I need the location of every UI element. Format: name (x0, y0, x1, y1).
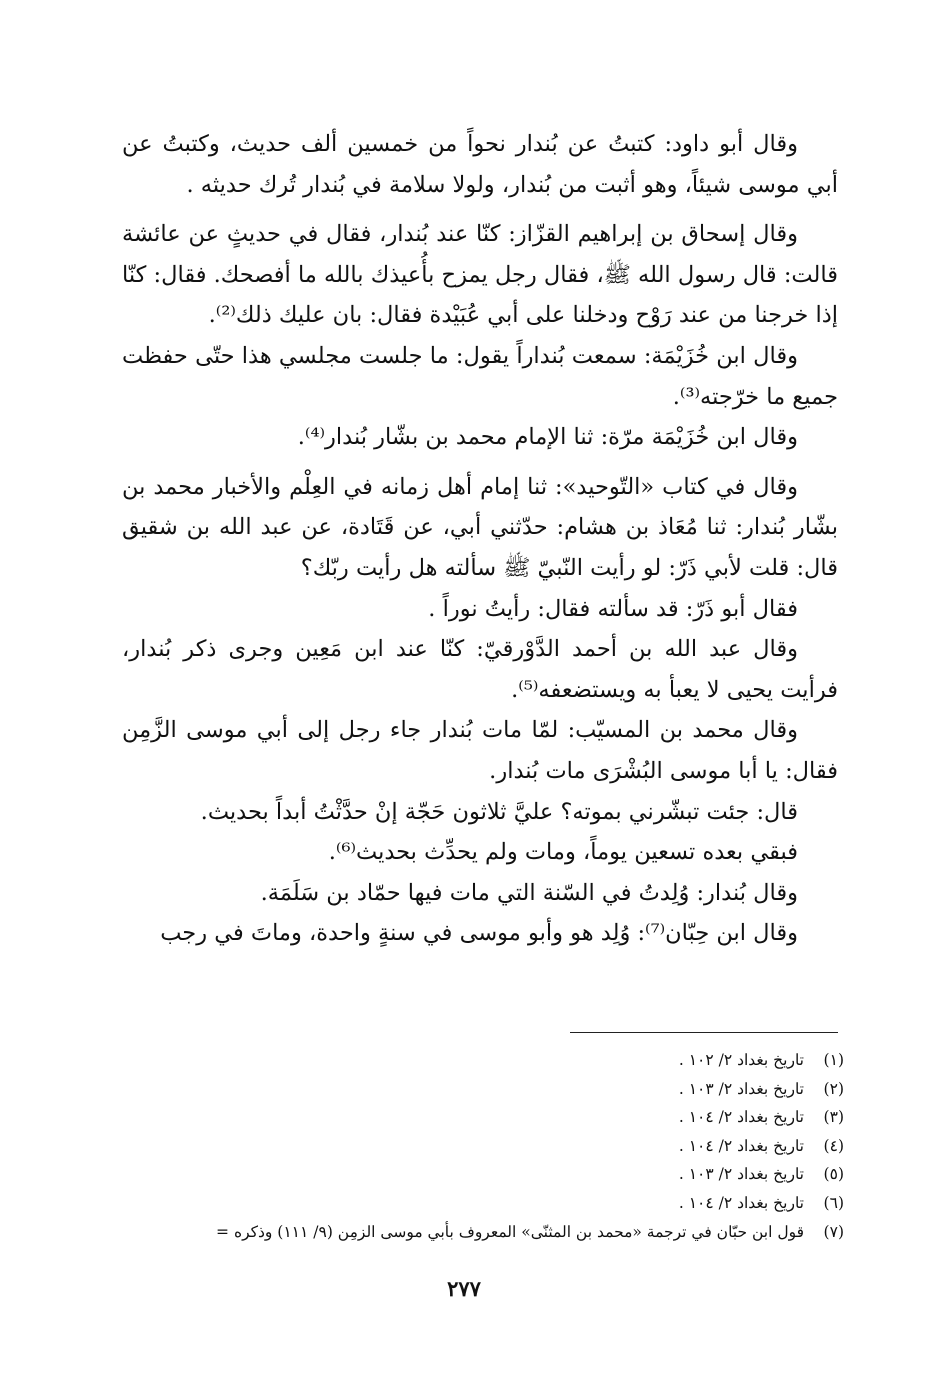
footnote (96, 1218, 844, 1247)
footnote-text: تاريخ بغداد ٢/ ١٠٢ . (678, 1051, 804, 1069)
main-text (122, 124, 838, 954)
footnote-separator (570, 1032, 838, 1033)
footnote (96, 1160, 844, 1189)
footnote-number: (٦) (823, 1193, 844, 1212)
footnotes (96, 1046, 844, 1246)
paragraph-abu-musa-reply: قال: جئت تبشّرني بموته؟ عليَّ ثلاثون حَجّة إنْ حدَّثْتُ أبداً بحديث. (200, 798, 798, 825)
paragraph-abu-dharr: فقال أبو ذَرّ: قد سألته فقال: رأيتُ نوراً . (428, 595, 798, 622)
footnote-number: (٢) (823, 1079, 844, 1098)
paragraph-bundar-birth: وقال بُندار: وُلِدتُ في السّنة التي مات فيها حمّاد بن سَلَمَة. (260, 879, 798, 906)
footnote-number: (٣) (823, 1108, 844, 1127)
paragraph-ninety-days: فبقي بعده تسعين يوماً، ومات ولم يحدِّث بحديث⁽⁶⁾. (328, 839, 798, 866)
footnote-text: تاريخ بغداد ٢/ ١٠٣ . (678, 1079, 804, 1098)
footnote-number: (٤) (823, 1136, 844, 1155)
footnote (96, 1103, 844, 1132)
footnote-number: (٥) (823, 1165, 844, 1184)
footnote (96, 1132, 844, 1161)
footnote-text: تاريخ بغداد ٢/ ١٠٤ . (678, 1136, 804, 1155)
paragraph-kitab-altawhid: وقال في كتاب «التّوحيد»: ثنا إمام أهل زمانه في العِلْم والأخبار محمد بن بشّار بُندار: ثنا مُعَاذ بن هشام: حدّثني أبي، عن قَتَادة، عن عبد الله بن شقيق قال: قلت لأبي ذَرّ: لو رأيت النّبيّ ﷺ سألته هل رأيت ربّك؟ (122, 473, 838, 581)
footnote-number: (١) (823, 1051, 844, 1069)
footnote-text: تاريخ بغداد ٢/ ١٠٣ . (678, 1165, 804, 1184)
footnote (96, 1046, 844, 1075)
paragraph-ishaq-alqazzaz: وقال إسحاق بن إبراهيم القزّاز: كنّا عند بُندار، فقال في حديثٍ عن عائشة قالت: قال رسول الله ﷺ، فقال رجل يمزح بأُعيذك بالله ما أفصحك. فقال: كنّا إذا خرجنا من عند رَوْح ودخلنا على أبي عُبَيْدة فقال: بان عليك ذلك⁽²⁾. (122, 221, 838, 329)
footnote (96, 1189, 844, 1218)
footnote-text: تاريخ بغداد ٢/ ١٠٤ . (678, 1193, 804, 1212)
footnote-text: تاريخ بغداد ٢/ ١٠٤ . (678, 1108, 804, 1127)
paragraph-ibn-khuzayma-2: وقال ابن خُزَيْمَة مرّة: ثنا الإمام محمد بن بشّار بُندار⁽⁴⁾. (297, 424, 798, 451)
paragraph-abu-dawud: وقال أبو داود: كتبتُ عن بُندار نحواً من خمسين ألف حديث، وكتبتُ عن أبي موسى شيئاً، وهو أثبت من بُندار، ولولا سلامة في بُندار تُرك حديثه . (122, 131, 838, 198)
footnote (96, 1075, 844, 1104)
paragraph-ibn-khuzayma-1: وقال ابن خُزَيْمَة: سمعت بُنداراً يقول: ما جلست مجلسي هذا حتّى حفظت جميع ما خرّجته⁽³⁾. (122, 342, 838, 410)
paragraph-dawraqi: وقال عبد الله بن أحمد الدَّوْرقيّ: كنّا عند ابن مَعِين وجرى ذكر بُندار، فرأيت يحيى لا يعبأ به ويستضعفه⁽⁵⁾. (122, 636, 838, 703)
footnote-text: قول ابن حبّان في ترجمة «محمد بن المثنّى» المعروف بأبي موسى الزمِن (٩/ ١١١) وذكره = (216, 1222, 804, 1241)
paragraph-ibn-almusayyab: وقال محمد بن المسيّب: لمّا مات بُندار جاء رجل إلى أبي موسى الزَّمِن فقال: يا أبا موسى البُشْرَى مات بُندار. (122, 717, 838, 784)
page-number: ٢٧٧ (447, 1276, 481, 1301)
footnote-number: (٧) (823, 1222, 844, 1241)
paragraph-ibn-hibban: وقال ابن حِبّان⁽⁷⁾: وُلِد هو وأبو موسى في سنةٍ واحدة، وماتَ في رجب (160, 920, 798, 947)
